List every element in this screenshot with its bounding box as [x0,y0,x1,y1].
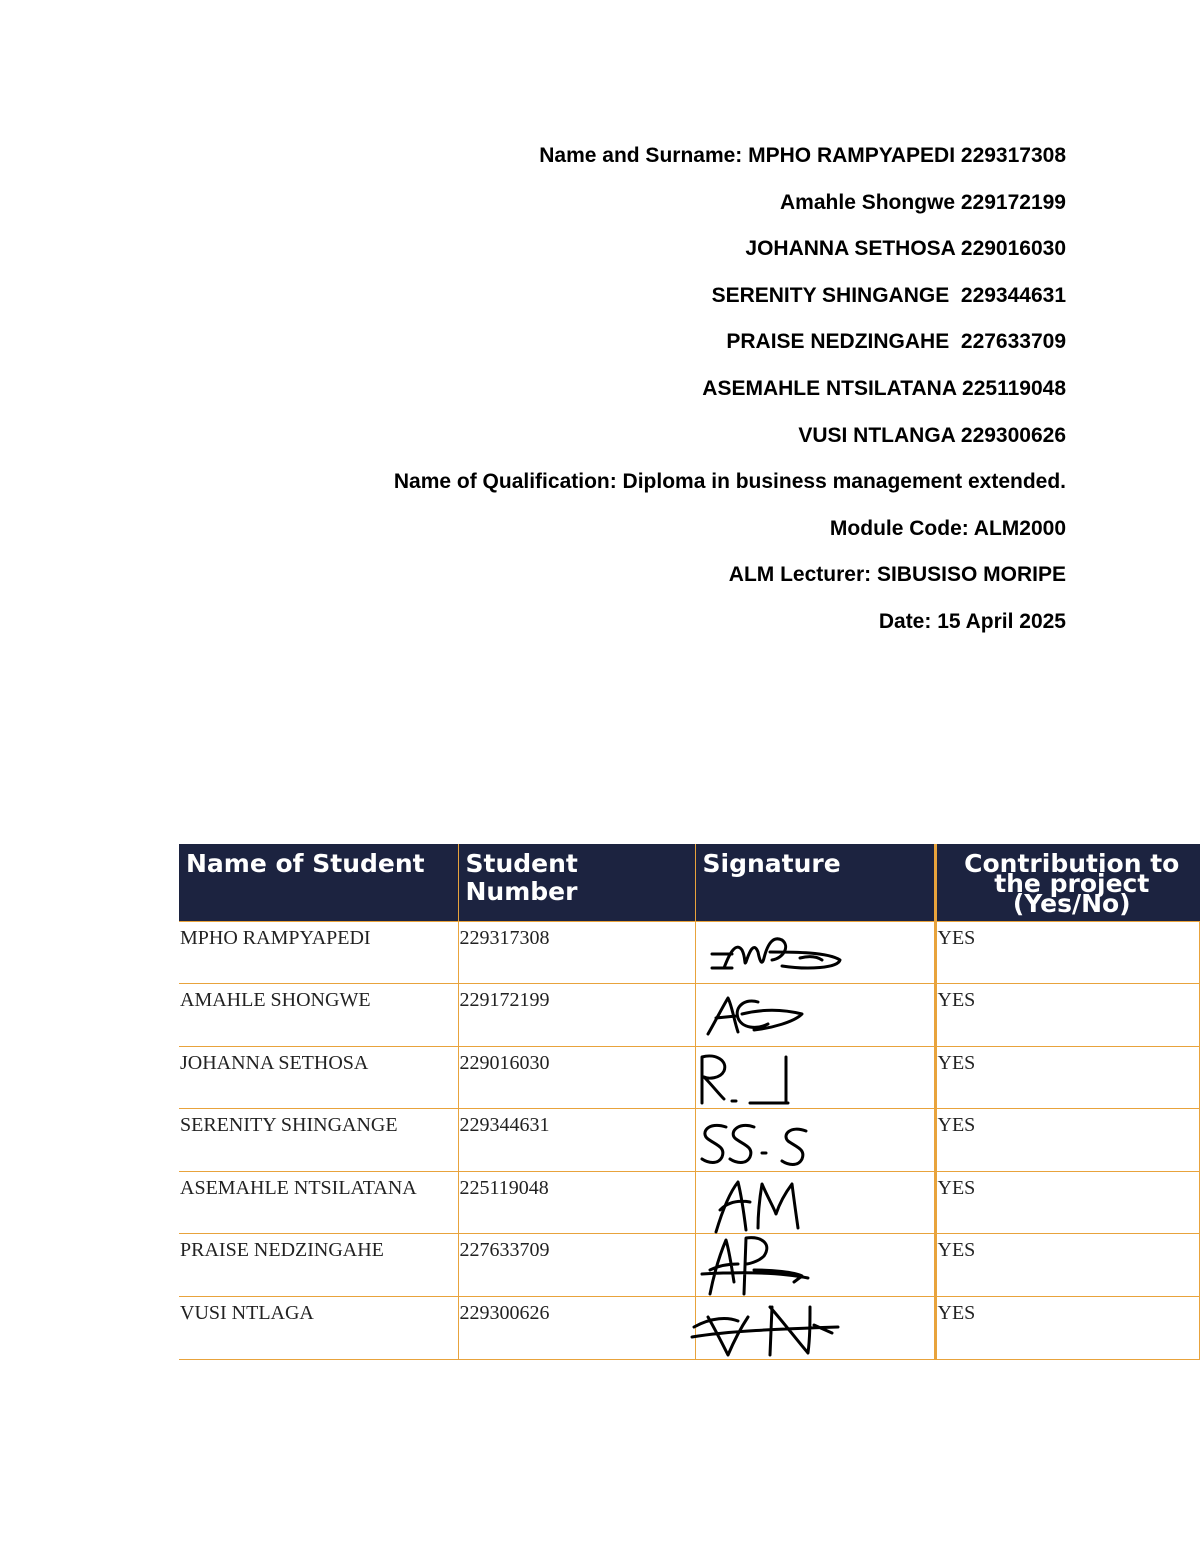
student-number: 229317308 [458,921,695,984]
table-row [179,1046,1200,1109]
member-line: JOHANNA SETHOSA 229016030 [745,237,1066,261]
lecturer-line: ALM Lecturer: SIBUSISO MORIPE [728,563,1066,587]
signature-image [698,1234,858,1298]
student-number: 227633709 [458,1234,695,1297]
member-line: ASEMAHLE NTSILATANA 225119048 [702,376,1066,400]
header-contribution: Contribution to the project (Yes/No) [935,844,1200,921]
member-line: PRAISE NEDZINGAHE 227633709 [726,330,1066,354]
signature-cell [695,1171,935,1234]
signature-cell [695,921,935,984]
signature-cell [695,984,935,1047]
signature-cell [695,1297,935,1360]
contribution-value: YES [935,1234,1200,1297]
date-line: Date: 15 April 2025 [878,609,1066,633]
signature-cell [695,1234,935,1297]
table-row [179,984,1200,1047]
student-name: VUSI NTLAGA [179,1297,458,1360]
signature-image [698,1172,858,1236]
contribution-value: YES [935,1297,1200,1360]
member-line: VUSI NTLANGA 229300626 [798,423,1066,447]
student-name: MPHO RAMPYAPEDI [179,921,458,984]
contribution-value: YES [935,921,1200,984]
contribution-value: YES [935,1171,1200,1234]
contribution-value: YES [935,1046,1200,1109]
member-line: Amahle Shongwe 229172199 [780,190,1066,214]
member-line: SERENITY SHINGANGE 229344631 [711,283,1066,307]
table-row [179,921,1200,984]
header-student-number: Student Number [458,844,695,921]
signature-image [698,1109,858,1173]
name-and-surname-line: Name and Surname: MPHO RAMPYAPEDI 229317308 [539,144,1066,167]
module-code-line: Module Code: ALM2000 [829,516,1066,540]
table-row [179,1234,1200,1297]
signature-image [698,922,858,986]
signature-cell [695,1046,935,1109]
table-header-row [179,844,1200,921]
contribution-table [179,844,1200,1360]
header-name-of-student: Name of Student [179,844,458,921]
student-number: 229344631 [458,1109,695,1172]
table-row [179,1297,1200,1360]
student-name: ASEMAHLE NTSILATANA [179,1171,458,1234]
student-number: 229300626 [458,1297,695,1360]
signature-cell [695,1109,935,1172]
signature-image [698,984,858,1048]
student-name: AMAHLE SHONGWE [179,984,458,1047]
cover-details [166,138,1066,651]
student-number: 229016030 [458,1046,695,1109]
student-number: 229172199 [458,984,695,1047]
student-name: SERENITY SHINGANGE [179,1109,458,1172]
signature-image [698,1047,858,1111]
qualification-line: Name of Qualification: Diploma in business management extended. [393,470,1066,494]
contribution-value: YES [935,1109,1200,1172]
contribution-value: YES [935,984,1200,1047]
header-signature: Signature [695,844,935,921]
signature-image [698,1297,858,1361]
student-name: PRAISE NEDZINGAHE [179,1234,458,1297]
table-row [179,1171,1200,1234]
student-number: 225119048 [458,1171,695,1234]
table-row [179,1109,1200,1172]
student-name: JOHANNA SETHOSA [179,1046,458,1109]
